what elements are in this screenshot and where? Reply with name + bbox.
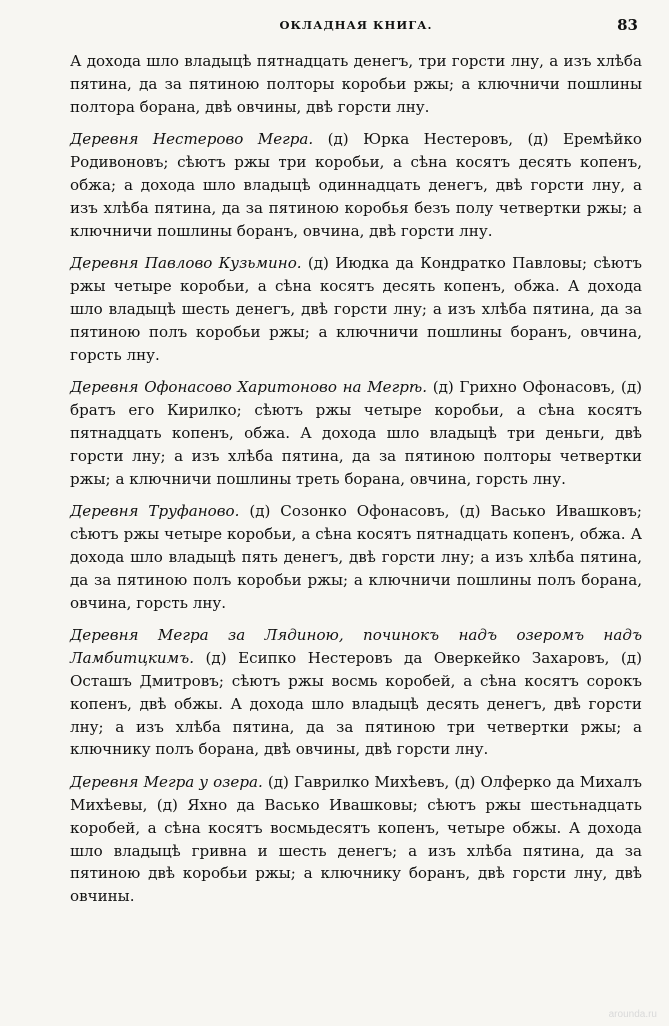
watermark: arounda.ru <box>608 1009 657 1020</box>
paragraph-text: (д) Созонко Офонасовъ, (д) Васько Ивашковъ; сѣютъ ржы четыре коробьи, а сѣна косятъ пятнадцать копенъ, обжа. А дохода шло владыцѣ пять денегъ, двѣ горсти лну; а изъ хлѣба пятина, да за пятиною полъ коробьи ржы; а ключничи пошлины полъ борана, овчина, горсть лну. <box>70 502 642 612</box>
paragraph <box>70 252 642 366</box>
paragraph <box>70 50 642 118</box>
paragraph <box>70 500 642 614</box>
running-title: ОКЛАДНАЯ КНИГА. <box>279 18 433 32</box>
page-number: 83 <box>617 16 638 34</box>
paragraph-text: (д) Гаврилко Михѣевъ, (д) Олферко да Михалъ Михѣевы, (д) Яхно да Васько Ивашковы; сѣютъ ржы шестьнадцать коробей, а сѣна косятъ восмьдесятъ копенъ, четыре обжы. А дохода шло владыцѣ гривна и шесть денегъ; а изъ хлѣба пятина, да за пятиною двѣ коробьи ржы; а ключнику боранъ, двѣ горсти лну, двѣ овчины. <box>70 773 642 906</box>
paragraph-text: (д) Грихно Офонасовъ, (д) братъ его Кирилко; сѣютъ ржы четыре коробьи, а сѣна косятъ пятнадцать копенъ, обжа. А дохода шло владыцѣ три деньги, двѣ горсти лну; а изъ хлѣба пятина, да за пятиною полторы четвертки ржы; а ключничи пошлины треть борана, овчина, горсть лну. <box>70 378 642 488</box>
running-header <box>70 14 642 44</box>
place-name: Деревня Мегра у озера. <box>70 773 263 792</box>
paragraph-text: А дохода шло владыцѣ пятнадцать денегъ, три горсти лну, а изъ хлѣба пятина, да за пятиною полторы коробьи ржы; а ключничи пошлины полтора борана, двѣ овчины, двѣ горсти лну. <box>70 52 642 116</box>
paragraph <box>70 624 642 761</box>
paragraph <box>70 128 642 242</box>
paragraph <box>70 376 642 490</box>
place-name: Деревня Офонасово Харитоново на Мегрѣ. <box>70 378 428 397</box>
book-page <box>70 14 642 918</box>
paragraph-text: (д) Июдка да Кондратко Павловы; сѣютъ ржы четыре коробьи, а сѣна косятъ десять копенъ, обжа. А дохода шло владыцѣ шесть денегъ, двѣ горсти лну; а изъ хлѣба пятина, да за пятиною полъ коробьи ржы; а ключничи пошлины боранъ, овчина, горсть лну. <box>70 254 642 364</box>
paragraph <box>70 771 642 908</box>
paragraph-text: (д) Юрка Нестеровъ, (д) Еремѣйко Родивоновъ; сѣютъ ржы три коробьи, а сѣна косятъ десять копенъ, обжа; а дохода шло владыцѣ одиннадцать денегъ, двѣ горсти лну, а изъ хлѣба пятина, да за пятиною коробья безъ полу четвертки ржы; а ключничи пошлины боранъ, овчина, двѣ горсти лну. <box>70 130 642 240</box>
place-name: Деревня Нестерово Мегра. <box>70 130 314 149</box>
place-name: Деревня Павлово Кузьмино. <box>70 254 302 273</box>
place-name: Деревня Мегра за Лядиною, починокъ надъ озеромъ надъ Ламбитцкимъ. <box>70 626 642 668</box>
place-name: Деревня Труфаново. <box>70 502 240 521</box>
paragraph-text: (д) Есипко Нестеровъ да Оверкейко Захаровъ, (д) Осташъ Дмитровъ; сѣютъ ржы восмь коробей, а сѣна косятъ сорокъ копенъ, двѣ обжы. А дохода шло владыцѣ десять денегъ, двѣ горсти лну; а изъ хлѣба пятина, да за пятиною три четвертки ржы; а ключнику полъ борана, двѣ овчины, двѣ горсти лну. <box>70 649 642 759</box>
